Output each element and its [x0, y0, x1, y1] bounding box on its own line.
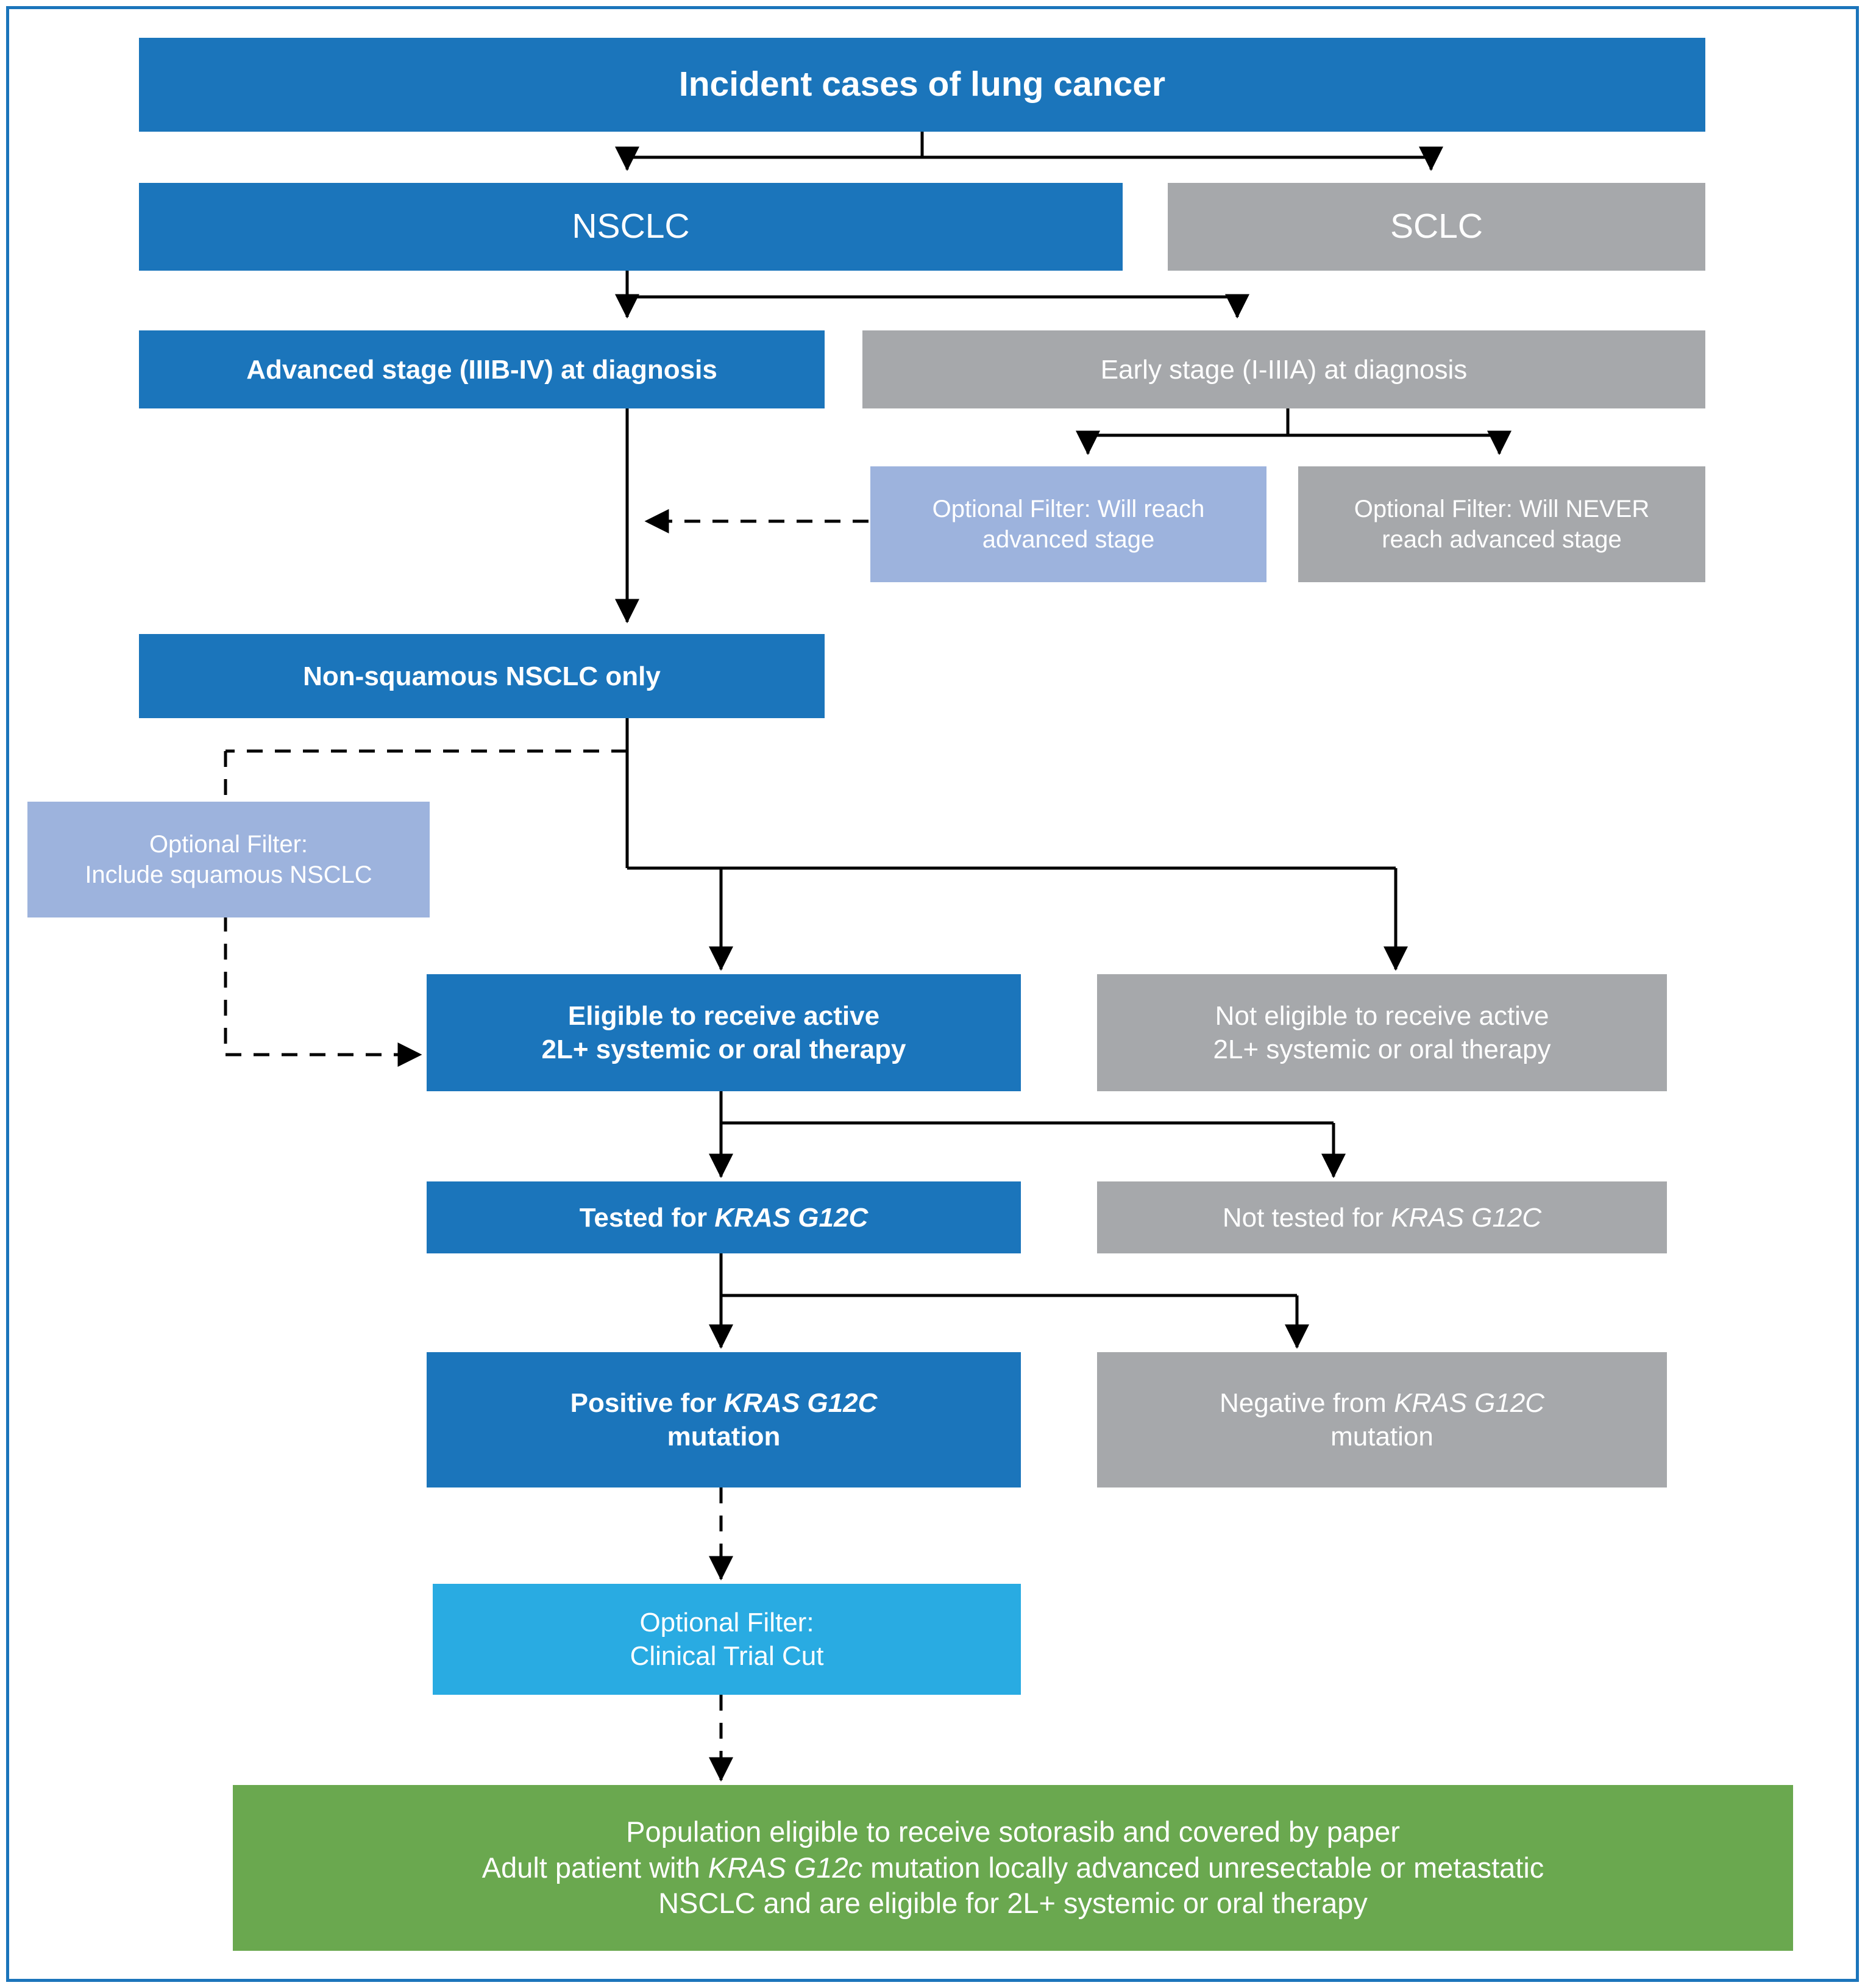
- node-sclc[interactable]: [1168, 183, 1705, 271]
- node-tested-kras[interactable]: [427, 1181, 1021, 1253]
- gene-name: KRAS G12C: [1394, 1388, 1545, 1418]
- node-eligible-population-line2: Adult patient with KRAS G12c mutation locally advanced unresectable or metastatic: [481, 1851, 1544, 1884]
- node-filter-will-reach-advanced[interactable]: [870, 466, 1266, 582]
- node-incident-cases-label: Incident cases of lung cancer: [678, 65, 1166, 104]
- node-filter-include-squamous[interactable]: [27, 802, 430, 917]
- node-clinical-trial-cut-line2: Clinical Trial Cut: [630, 1641, 824, 1671]
- node-not-eligible-therapy-line1: Not eligible to receive active: [1215, 1001, 1549, 1031]
- node-eligible-population[interactable]: [233, 1785, 1793, 1951]
- node-advanced-stage-label: Advanced stage (IIIB-IV) at diagnosis: [246, 354, 717, 385]
- node-positive-kras-line2: mutation: [667, 1422, 781, 1452]
- node-early-stage[interactable]: [862, 330, 1705, 408]
- node-negative-kras[interactable]: [1097, 1352, 1667, 1487]
- node-positive-kras[interactable]: [427, 1352, 1021, 1487]
- node-filter-will-reach-advanced-line2: advanced stage: [982, 526, 1155, 553]
- node-nsclc[interactable]: [139, 183, 1123, 271]
- node-tested-kras-label: Tested for KRAS G12C: [579, 1202, 869, 1233]
- node-clinical-trial-cut[interactable]: [433, 1584, 1021, 1695]
- node-eligible-population-line3: NSCLC and are eligible for 2L+ systemic or oral therapy: [658, 1887, 1368, 1920]
- node-positive-kras-line1: Positive for KRAS G12C: [570, 1388, 878, 1418]
- gene-name: KRAS G12C: [714, 1202, 869, 1233]
- node-filter-include-squamous-line1: Optional Filter:: [149, 831, 308, 858]
- node-negative-kras-line2: mutation: [1330, 1422, 1433, 1452]
- node-not-tested-kras-label: Not tested for KRAS G12C: [1222, 1202, 1542, 1233]
- node-negative-kras-line1: Negative from KRAS G12C: [1219, 1388, 1545, 1418]
- node-filter-never-reach-advanced-line1: Optional Filter: Will NEVER: [1354, 496, 1650, 522]
- node-advanced-stage[interactable]: [139, 330, 825, 408]
- gene-name: KRAS G12C: [1391, 1202, 1542, 1233]
- node-sclc-label: SCLC: [1390, 207, 1483, 246]
- node-not-eligible-therapy-line2: 2L+ systemic or oral therapy: [1213, 1035, 1551, 1064]
- node-clinical-trial-cut-line1: Optional Filter:: [639, 1608, 814, 1637]
- node-nsclc-label: NSCLC: [572, 207, 690, 246]
- node-incident-cases[interactable]: [139, 38, 1705, 132]
- node-non-squamous[interactable]: [139, 634, 825, 718]
- node-eligible-therapy-line2: 2L+ systemic or oral therapy: [541, 1035, 906, 1064]
- node-not-tested-kras[interactable]: [1097, 1181, 1667, 1253]
- node-early-stage-label: Early stage (I-IIIA) at diagnosis: [1100, 354, 1468, 385]
- node-filter-never-reach-advanced-line2: reach advanced stage: [1382, 526, 1622, 553]
- gene-name: KRAS G12c: [708, 1851, 863, 1884]
- node-non-squamous-label: Non-squamous NSCLC only: [303, 661, 661, 691]
- node-eligible-population-line1: Population eligible to receive sotorasib and covered by paper: [626, 1815, 1400, 1848]
- node-not-eligible-therapy[interactable]: [1097, 974, 1667, 1091]
- node-filter-will-reach-advanced-line1: Optional Filter: Will reach: [932, 496, 1205, 522]
- node-filter-never-reach-advanced[interactable]: [1298, 466, 1705, 582]
- node-eligible-therapy[interactable]: [427, 974, 1021, 1091]
- node-eligible-therapy-line1: Eligible to receive active: [567, 1001, 880, 1031]
- gene-name: KRAS G12C: [723, 1388, 878, 1418]
- node-filter-include-squamous-line2: Include squamous NSCLC: [85, 861, 372, 888]
